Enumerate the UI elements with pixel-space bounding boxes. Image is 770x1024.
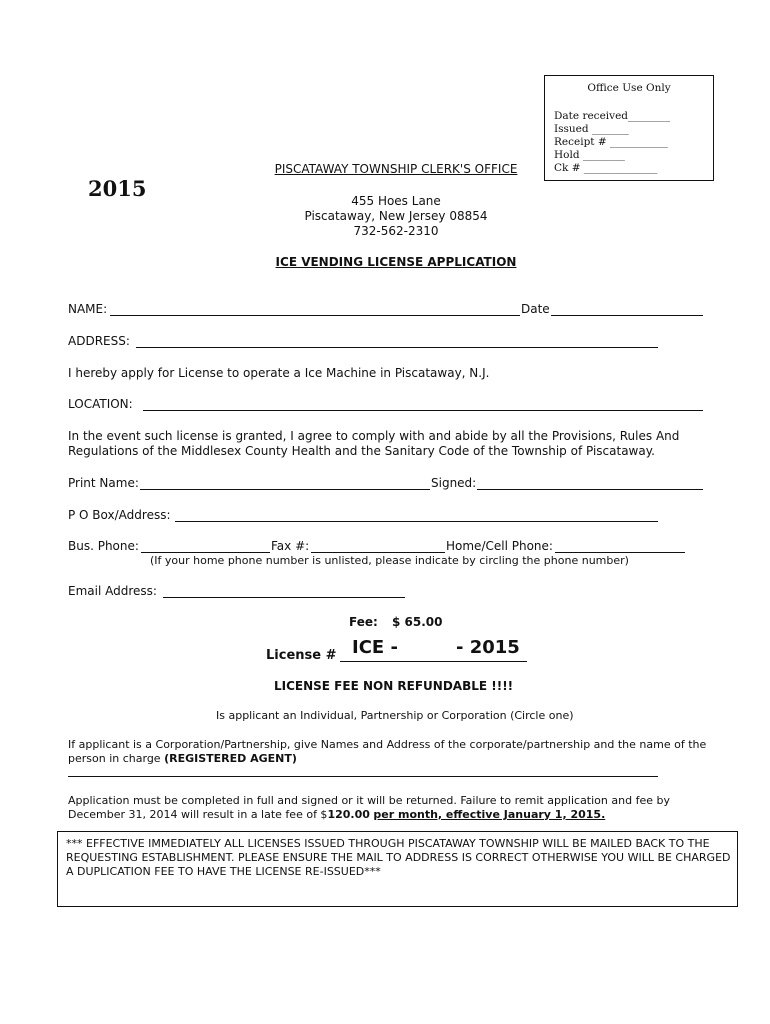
office-use-title: Office Use Only <box>587 82 671 94</box>
office-name: PISCATAWAY TOWNSHIP CLERK'S OFFICE <box>274 162 518 176</box>
late-fee-line-2: December 31, 2014 will result in a late fee of $120.00 per month, effective January 1, 2015. <box>68 808 606 821</box>
office-use-box <box>544 75 714 181</box>
late-fee-amount: 120.00 <box>327 808 370 821</box>
name-input-line[interactable] <box>110 315 520 316</box>
email-label: Email Address: <box>68 584 157 598</box>
signed-label: Signed: <box>431 476 477 490</box>
late-fee-line-1: Application must be completed in full and signed or it will be returned. Failure to remit application and fee by <box>68 794 670 807</box>
fax-input-line[interactable] <box>311 552 445 553</box>
date-input-line[interactable] <box>551 315 703 316</box>
fee-amount: $ 65.00 <box>392 615 443 629</box>
applicant-type-question: Is applicant an Individual, Partnership or Corporation (Circle one) <box>216 709 574 722</box>
print-name-input-line[interactable] <box>140 489 430 490</box>
email-input-line[interactable] <box>163 597 405 598</box>
bus-phone-input-line[interactable] <box>141 552 270 553</box>
fax-label: Fax #: <box>271 539 310 553</box>
late-fee-effective: per month, effective January 1, 2015. <box>373 808 606 821</box>
form-year: 2015 <box>88 176 147 201</box>
receipt-field: Receipt # ___________ <box>554 136 668 148</box>
issued-field: Issued _______ <box>554 123 629 135</box>
location-label: LOCATION: <box>68 397 133 411</box>
name-label: NAME: <box>68 302 108 316</box>
location-input-line[interactable] <box>143 410 703 411</box>
corp-instructions-line-2: person in charge (REGISTERED AGENT) <box>68 752 297 765</box>
po-box-input-line[interactable] <box>175 521 658 522</box>
agreement-line-2: Regulations of the Middlesex County Health and the Sanitary Code of the Township of Piscataway. <box>68 444 655 458</box>
address-label: ADDRESS: <box>68 334 130 348</box>
form-title: ICE VENDING LICENSE APPLICATION <box>275 255 517 269</box>
office-street: 455 Hoes Lane <box>351 194 441 208</box>
mailing-notice-box <box>57 831 738 907</box>
po-box-label: P O Box/Address: <box>68 508 171 522</box>
print-name-label: Print Name: <box>68 476 139 490</box>
date-received-field: Date received________ <box>554 110 671 122</box>
license-suffix: - 2015 <box>456 637 520 658</box>
address-input-line[interactable] <box>136 347 658 348</box>
fee-label: Fee: <box>349 615 378 629</box>
agreement-line-1: In the event such license is granted, I agree to comply with and abide by all the Provisions, Rules And <box>68 429 680 443</box>
date-label: Date <box>521 302 550 316</box>
registered-agent-input-line[interactable] <box>68 776 658 777</box>
ck-field: Ck # ______________ <box>554 162 658 174</box>
corp-instructions-line-1: If applicant is a Corporation/Partnership, give Names and Address of the corporate/partnership and the name of the <box>68 738 707 751</box>
office-city: Piscataway, New Jersey 08854 <box>304 209 488 223</box>
non-refundable-notice: LICENSE FEE NON REFUNDABLE !!!! <box>274 679 514 693</box>
license-prefix: ICE - <box>352 637 398 658</box>
registered-agent-label: (REGISTERED AGENT) <box>164 752 297 765</box>
mailing-notice-text: *** EFFECTIVE IMMEDIATELY ALL LICENSES ISSUED THROUGH PISCATAWAY TOWNSHIP WILL BE MAILED BACK TO THE REQUESTING ESTABLISHMENT. PLEASE ENSURE THE MAIL TO ADDRESS IS CORRECT OTHERWISE YOU WILL BE CHARGED A DUPLICATION FEE TO HAVE THE LICENSE RE-ISSUED*** <box>66 837 731 878</box>
bus-phone-label: Bus. Phone: <box>68 539 139 553</box>
license-number-label: License # <box>266 648 337 663</box>
home-cell-input-line[interactable] <box>555 552 685 553</box>
office-phone: 732-562-2310 <box>353 224 439 238</box>
hold-field: Hold ________ <box>554 149 625 161</box>
signed-input-line[interactable] <box>477 489 703 490</box>
license-number-line <box>340 661 527 662</box>
apply-statement: I hereby apply for License to operate a Ice Machine in Piscataway, N.J. <box>68 366 490 380</box>
phone-note: (If your home phone number is unlisted, please indicate by circling the phone number) <box>150 554 629 567</box>
home-cell-label: Home/Cell Phone: <box>446 539 553 553</box>
